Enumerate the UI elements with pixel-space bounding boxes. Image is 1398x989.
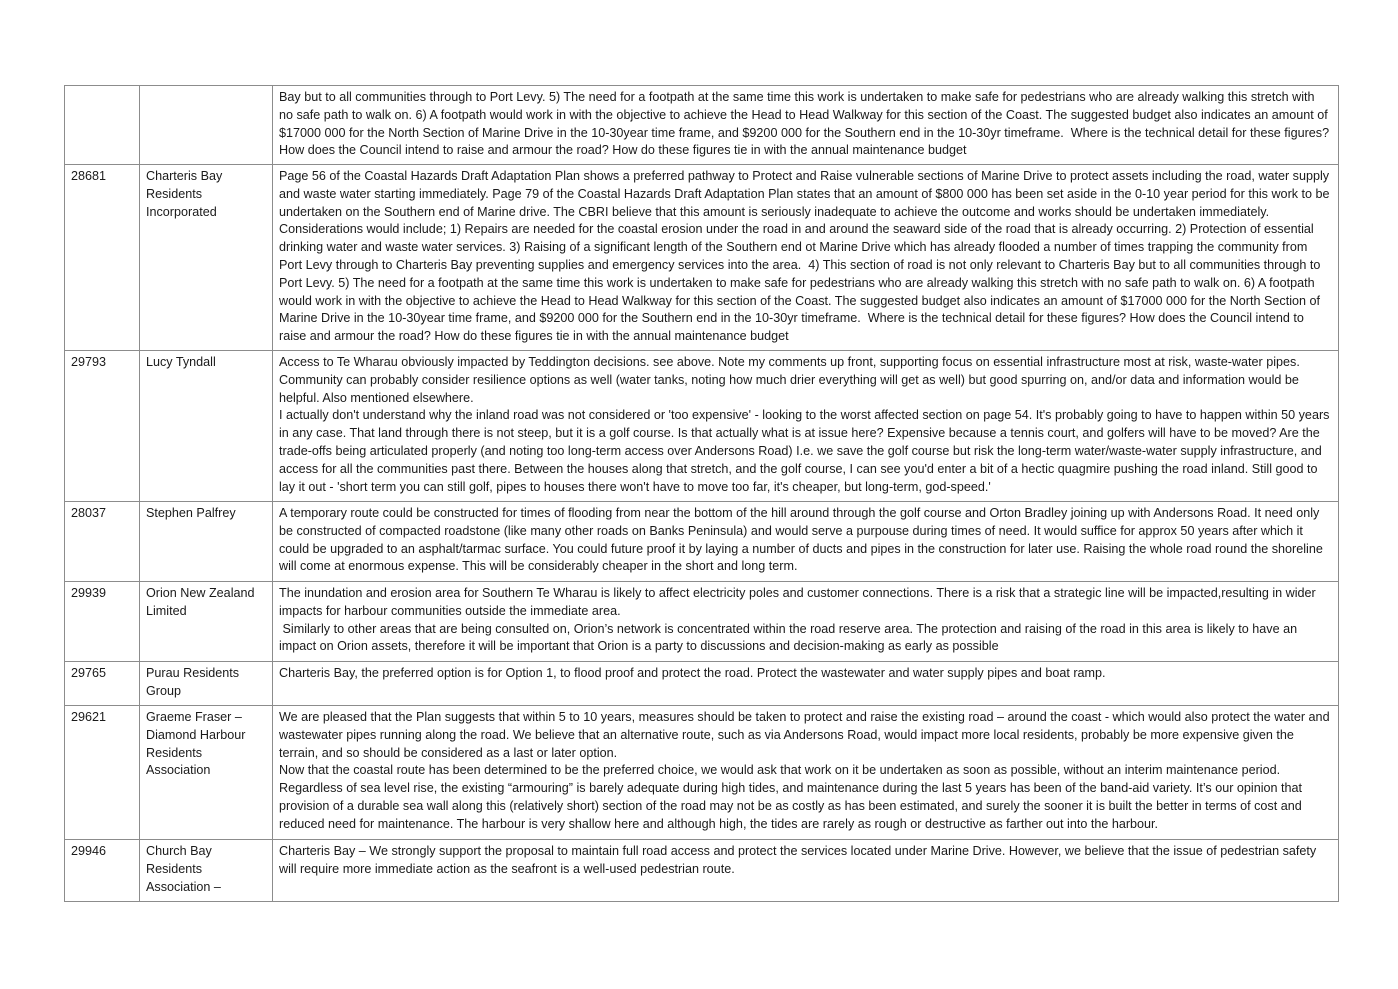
- table-row: [65, 662, 1339, 706]
- table-row: [65, 351, 1339, 502]
- submissions-table: [64, 85, 1339, 902]
- submitter-name: Orion New Zealand Limited: [140, 582, 273, 662]
- submission-text: [273, 86, 1339, 165]
- submitter-name: Charteris Bay Residents Incorporated: [140, 165, 273, 351]
- submission-text: [273, 165, 1339, 351]
- table-row: [65, 582, 1339, 662]
- submission-id: [65, 86, 140, 165]
- submission-text: [273, 662, 1339, 706]
- document-page: [64, 85, 1338, 902]
- submission-id: 29793: [65, 351, 140, 502]
- submission-paragraph: We are pleased that the Plan suggests that within 5 to 10 years, measures should be taken to protect and raise the existing road – around the coast - which would also protect the water and wastewater pipes running along the road. We believe that an alternative route, such as via Andersons Road, would impact more local residents, probably be more expensive given the terrain, and so should be considered as a last or later option.: [279, 710, 1334, 760]
- submission-paragraph: Similarly to other areas that are being consulted on, Orion’s network is concentrated within the road reserve area. The protection and raising of the road in this area is likely to have an impact on Orion assets, therefore it will be important that Orion is a party to discussions and decision-making as early as possible: [279, 621, 1301, 654]
- submission-id: 29621: [65, 706, 140, 840]
- table-row: [65, 706, 1339, 840]
- table-row: [65, 502, 1339, 582]
- submission-id: 29765: [65, 662, 140, 706]
- table-row: [65, 86, 1339, 165]
- submission-paragraph: Charteris Bay, the preferred option is for Option 1, to flood proof and protect the road. Protect the wastewater and water supply pipes and boat ramp.: [279, 666, 1106, 680]
- submitter-name: [140, 86, 273, 165]
- submission-id: 28037: [65, 502, 140, 582]
- submitter-name: Lucy Tyndall: [140, 351, 273, 502]
- submission-text: [273, 351, 1339, 502]
- submission-text: [273, 706, 1339, 840]
- submission-paragraph: The inundation and erosion area for Southern Te Wharau is likely to affect electricity poles and customer connections. There is a risk that a strategic line will be impacted,resulting in wider impacts for harbour communities outside the immediate area.: [279, 586, 1320, 618]
- submission-paragraph: Bay but to all communities through to Port Levy. 5) The need for a footpath at the same time this work is undertaken to make safe for pedestrians who are already walking this stretch with no safe path to walk on. 6) A footpath would work in with the objective to achieve the Head to Head Walkway for this section of the Coast. The suggested budget also indicates an amount of $17000 000 for the North Section of Marine Drive in the 10-30year time frame, and $9200 000 for the Southern end in the 10-30yr timeframe. Where is the technical detail for these figures? How does the Council intend to raise and armour the road? How do these figures tie in with the annual maintenance budget: [279, 90, 1333, 158]
- submission-paragraph: A temporary route could be constructed for times of flooding from near the bottom of the hill around through the golf course and Orton Bradley joining up with Andersons Road. It need only be constructed of compacted roadstone (like many other roads on Banks Peninsula) and would serve a purpouse during times of need. It would suffice for approx 50 years after which it could be upgraded to an asphalt/tarmac surface. You could future proof it by laying a number of ducts and pipes in the construction for later use. Raising the whole road round the shoreline will come at enormous expense. This will be considerably cheaper in the short and long term.: [279, 506, 1327, 574]
- submitter-name: Stephen Palfrey: [140, 502, 273, 582]
- submission-id: 28681: [65, 165, 140, 351]
- submission-id: 29946: [65, 840, 140, 902]
- submitter-name: Graeme Fraser – Diamond Harbour Residents Association: [140, 706, 273, 840]
- table-row: [65, 840, 1339, 902]
- submission-paragraph: Now that the coastal route has been determined to be the preferred choice, we would ask that work on it be undertaken as soon as possible, without an interim maintenance period. Regardless of sea level rise, the existing “armouring” is barely adequate during high tides, and maintenance during the last 5 years has been of the band-aid variety. It’s our opinion that provision of a durable sea wall along this (relatively short) section of the road may not be as costly as has been estimated, and surely the sooner it is built the better in terms of cost and reduced need for maintenance. The harbour is very shallow here and although high, the tides are rarely as rough or destructive as farther out into the harbour.: [279, 763, 1306, 831]
- table-row: [65, 165, 1339, 351]
- submission-paragraph: Charteris Bay – We strongly support the proposal to maintain full road access and protect the services located under Marine Drive. However, we believe that the issue of pedestrian safety will require more immediate action as the seafront is a well-used pedestrian route.: [279, 844, 1320, 876]
- submission-paragraph: I actually don't understand why the inland road was not considered or 'too expensive' - looking to the worst affected section on page 54. It's probably going to have to happen within 50 years in any case. That land through there is not steep, but it is a golf course. Is that actually what is at issue here? Expensive because a tennis court, and golfers will have to be moved? Are the trade-offs being articulated properly (and noting too long-term access over Andersons Road) I.e. we save the golf course but risk the long-term water/waste-water supply infrastructure, and access for all the communities past there. Between the houses along that stretch, and the golf course, I can see you'd enter a bit of a hectic quagmire pushing the road inland. Still good to lay it out - 'short term you can still golf, pipes to houses there won't have to move too far, it's cheaper, but long-term, god-speed.': [279, 408, 1333, 494]
- submission-text: [273, 840, 1339, 902]
- submission-text: [273, 582, 1339, 662]
- submission-paragraph: Page 56 of the Coastal Hazards Draft Adaptation Plan shows a preferred pathway to Protect and Raise vulnerable sections of Marine Drive to protect assets including the road, water supply and waste water starting immediately. Page 79 of the Coastal Hazards Draft Adaptation Plan states that an amount of $800 000 has been set aside in the 0-10 year period for this work to be undertaken on the Southern end of Marine drive. The CBRI believe that this amount is seriously inadequate to achieve the outcome and works should be undertaken immediately. Considerations would include; 1) Repairs are needed for the coastal erosion under the road in and around the seaward side of the road that is already occurring. 2) Protection of essential drinking water and waste water services. 3) Raising of a significant length of the Southern end ot Marine Drive which has already flooded a number of times trapping the community from Port Levy through to Charteris Bay preventing supplies and emergency services into the area. 4) This section of road is not only relevant to Charteris Bay but to all communities through to Port Levy. 5) The need for a footpath at the same time this work is undertaken to make safe for pedestrians who are already walking this stretch with no safe path to walk on. 6) A footpath would work in with the objective to achieve the Head to Head Walkway for this section of the Coast. The suggested budget also indicates an amount of $17000 000 for the North Section of Marine Drive in the 10-30year time frame, and $9200 000 for the Southern end in the 10-30yr timeframe. Where is the technical detail for these figures? How does the Council intend to raise and armour the road? How do these figures tie in with the annual maintenance budget: [279, 169, 1334, 344]
- submitter-name: Church Bay Residents Association –: [140, 840, 273, 902]
- submission-text: [273, 502, 1339, 582]
- submitter-name: Purau Residents Group: [140, 662, 273, 706]
- submission-id: 29939: [65, 582, 140, 662]
- submission-paragraph: Access to Te Wharau obviously impacted by Teddington decisions. see above. Note my comments up front, supporting focus on essential infrastructure most at risk, waste-water pipes. Community can probably consider resilience options as well (water tanks, noting how much drier everything will get as well) but good spurring on, and/or data and information would be helpful. Also mentioned elsewhere.: [279, 355, 1304, 405]
